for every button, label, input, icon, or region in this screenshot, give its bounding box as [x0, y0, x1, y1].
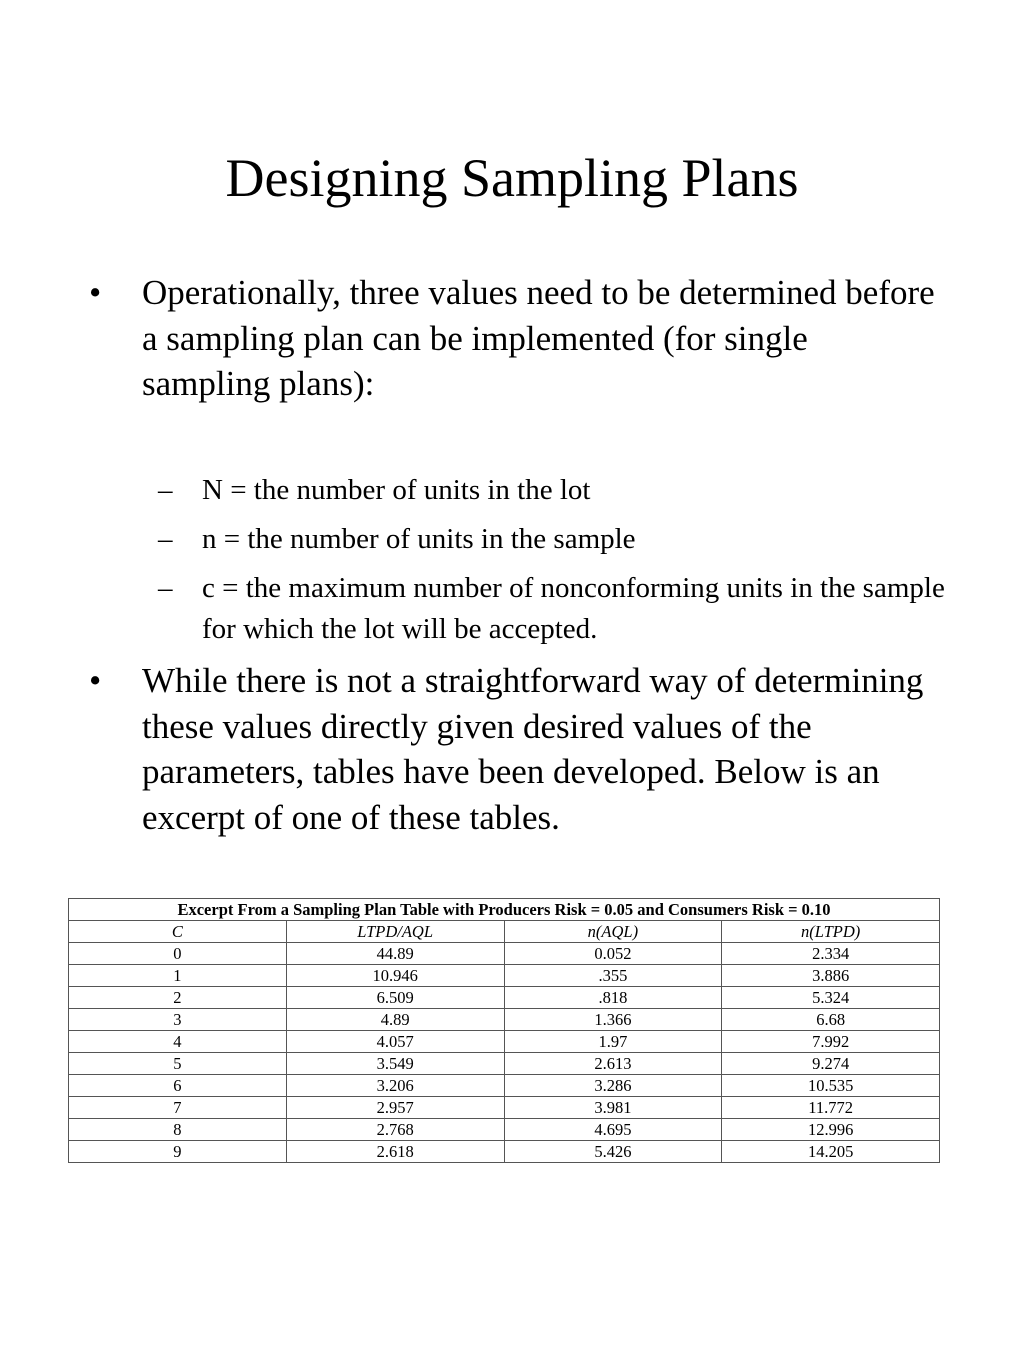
table-cell: 7.992	[722, 1031, 940, 1053]
table-cell: 10.946	[286, 965, 504, 987]
table-caption: Excerpt From a Sampling Plan Table with Producers Risk = 0.05 and Consumers Risk = 0.10	[69, 899, 940, 921]
table-cell: 6.509	[286, 987, 504, 1009]
table-row	[69, 1119, 940, 1141]
table-cell: 1.366	[504, 1009, 722, 1031]
table-cell: 8	[69, 1119, 287, 1141]
table-row	[69, 1009, 940, 1031]
sub-bullet-text: n = the number of units in the sample	[202, 523, 636, 555]
table-cell: 5.426	[504, 1141, 722, 1163]
table-cell: 0	[69, 943, 287, 965]
sub-bullet-text: c = the maximum number of nonconforming units in the sample for which the lot will be accepted.	[202, 572, 945, 645]
table-cell: 1	[69, 965, 287, 987]
table-cell: 3.981	[504, 1097, 722, 1119]
table-cell: 7	[69, 1097, 287, 1119]
table-cell: 4.695	[504, 1119, 722, 1141]
table-cell: 5	[69, 1053, 287, 1075]
sampling-plan-table	[68, 898, 940, 1163]
table-cell: .355	[504, 965, 722, 987]
table-cell: 12.996	[722, 1119, 940, 1141]
bullet-point	[89, 658, 942, 840]
sub-bullet-text: N = the number of units in the lot	[202, 474, 591, 506]
sub-bullet-point	[158, 568, 962, 650]
table-row	[69, 1031, 940, 1053]
table-row	[69, 1053, 940, 1075]
column-header: n(AQL)	[504, 921, 722, 943]
dash-marker: –	[158, 474, 173, 506]
table-cell: 3.549	[286, 1053, 504, 1075]
table-row	[69, 1075, 940, 1097]
table-row	[69, 943, 940, 965]
table-cell: 9	[69, 1141, 287, 1163]
table-cell: 2.613	[504, 1053, 722, 1075]
table-cell: 44.89	[286, 943, 504, 965]
table-cell: 2	[69, 987, 287, 1009]
table-cell: 2.768	[286, 1119, 504, 1141]
table-row	[69, 987, 940, 1009]
sub-bullet-point	[158, 470, 962, 511]
table-cell: 6	[69, 1075, 287, 1097]
table-cell: 5.324	[722, 987, 940, 1009]
table-row	[69, 1097, 940, 1119]
table-row	[69, 965, 940, 987]
table-cell: 4.89	[286, 1009, 504, 1031]
table-cell: 3.286	[504, 1075, 722, 1097]
slide-title: Designing Sampling Plans	[225, 148, 799, 208]
sub-bullet-point	[158, 519, 962, 560]
column-header: LTPD/AQL	[286, 921, 504, 943]
table-cell: 3.886	[722, 965, 940, 987]
bullet-marker: •	[89, 273, 102, 312]
table-cell: 1.97	[504, 1031, 722, 1053]
table-cell: 9.274	[722, 1053, 940, 1075]
column-header: C	[69, 921, 287, 943]
table-cell: 3	[69, 1009, 287, 1031]
column-header: n(LTPD)	[722, 921, 940, 943]
table-cell: 4.057	[286, 1031, 504, 1053]
table-cell: 14.205	[722, 1141, 940, 1163]
table-cell: 10.535	[722, 1075, 940, 1097]
table-caption-row	[69, 899, 940, 921]
bullet-marker: •	[89, 661, 102, 700]
table-cell: 4	[69, 1031, 287, 1053]
table-header-row	[69, 921, 940, 943]
table-cell: 2.334	[722, 943, 940, 965]
table-cell: 6.68	[722, 1009, 940, 1031]
table-row	[69, 1141, 940, 1163]
table-cell: 3.206	[286, 1075, 504, 1097]
table-cell: 2.957	[286, 1097, 504, 1119]
dash-marker: –	[158, 523, 173, 555]
table-cell: 2.618	[286, 1141, 504, 1163]
dash-marker: –	[158, 572, 173, 604]
bullet-text: Operationally, three values need to be determined before a sampling plan can be implemented (for single sampling plans):	[142, 273, 935, 403]
table-cell: 0.052	[504, 943, 722, 965]
bullet-text: While there is not a straightforward way of determining these values directly given desired values of the parameters, tables have been developed. Below is an excerpt of one of these tables.	[142, 661, 924, 837]
bullet-point	[89, 270, 942, 407]
table-cell: .818	[504, 987, 722, 1009]
table-cell: 11.772	[722, 1097, 940, 1119]
table-body	[69, 943, 940, 1163]
